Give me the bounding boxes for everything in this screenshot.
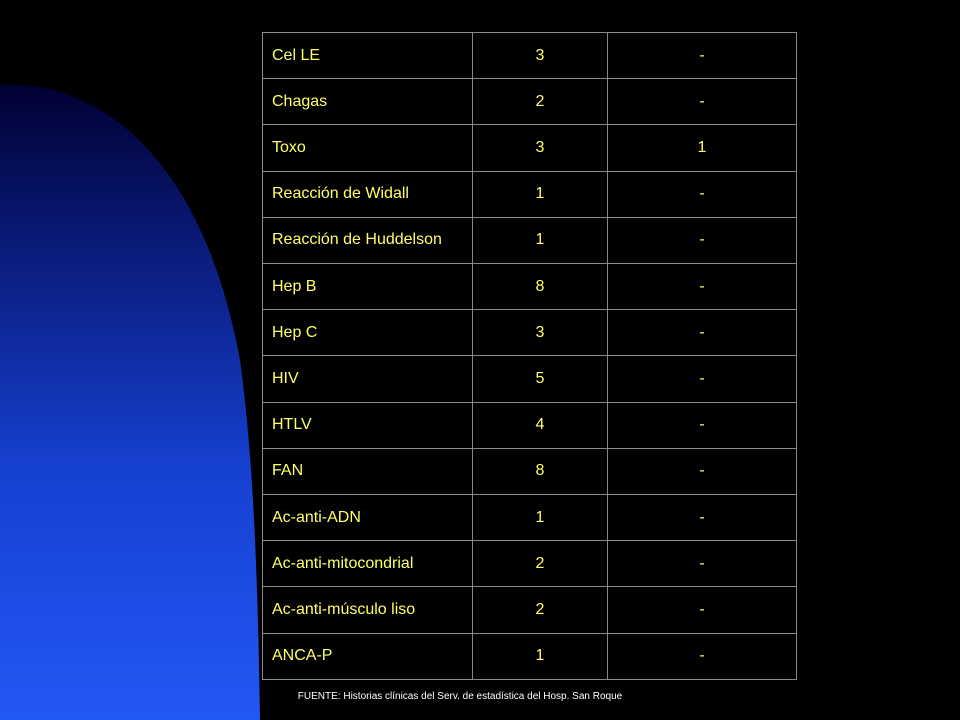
row-label: Chagas: [263, 79, 473, 125]
table-row: [263, 33, 797, 79]
table-row: [263, 310, 797, 356]
secondary-count-cell: -: [608, 541, 797, 587]
table-row: [263, 633, 797, 679]
row-label: HIV: [263, 356, 473, 402]
secondary-count-cell: -: [608, 495, 797, 541]
count-cell: 1: [473, 633, 608, 679]
count-cell: 1: [473, 217, 608, 263]
secondary-count-cell: -: [608, 264, 797, 310]
count-cell: 2: [473, 79, 608, 125]
table-row: [263, 587, 797, 633]
table-row: [263, 356, 797, 402]
table-row: [263, 217, 797, 263]
secondary-count-cell: -: [608, 171, 797, 217]
row-label: Cel LE: [263, 33, 473, 79]
secondary-count-cell: -: [608, 217, 797, 263]
count-cell: 3: [473, 125, 608, 171]
row-label: Ac-anti-mitocondrial: [263, 541, 473, 587]
row-label: Ac-anti-músculo liso: [263, 587, 473, 633]
row-label: ANCA-P: [263, 633, 473, 679]
table-row: [263, 125, 797, 171]
secondary-count-cell: 1: [608, 125, 797, 171]
count-cell: 8: [473, 264, 608, 310]
table-row: [263, 402, 797, 448]
source-footnote: FUENTE: Historias clínicas del Serv. de estadística del Hosp. San Roque: [297, 691, 623, 702]
secondary-count-cell: -: [608, 79, 797, 125]
count-cell: 5: [473, 356, 608, 402]
row-label: Reacción de Huddelson: [263, 217, 473, 263]
count-cell: 1: [473, 171, 608, 217]
row-label: Hep B: [263, 264, 473, 310]
table-row: [263, 448, 797, 494]
count-cell: 8: [473, 448, 608, 494]
table-row: [263, 79, 797, 125]
secondary-count-cell: -: [608, 356, 797, 402]
table-row: [263, 264, 797, 310]
count-cell: 3: [473, 310, 608, 356]
row-label: Reacción de Widall: [263, 171, 473, 217]
results-table: [262, 32, 797, 680]
table-row: [263, 541, 797, 587]
row-label: FAN: [263, 448, 473, 494]
secondary-count-cell: -: [608, 448, 797, 494]
count-cell: 4: [473, 402, 608, 448]
table-body: [263, 33, 797, 680]
count-cell: 2: [473, 541, 608, 587]
table-row: [263, 495, 797, 541]
row-label: Toxo: [263, 125, 473, 171]
secondary-count-cell: -: [608, 633, 797, 679]
secondary-count-cell: -: [608, 310, 797, 356]
count-cell: 3: [473, 33, 608, 79]
count-cell: 1: [473, 495, 608, 541]
secondary-count-cell: -: [608, 33, 797, 79]
secondary-count-cell: -: [608, 587, 797, 633]
row-label: Hep C: [263, 310, 473, 356]
secondary-count-cell: -: [608, 402, 797, 448]
table-row: [263, 171, 797, 217]
count-cell: 2: [473, 587, 608, 633]
row-label: HTLV: [263, 402, 473, 448]
row-label: Ac-anti-ADN: [263, 495, 473, 541]
